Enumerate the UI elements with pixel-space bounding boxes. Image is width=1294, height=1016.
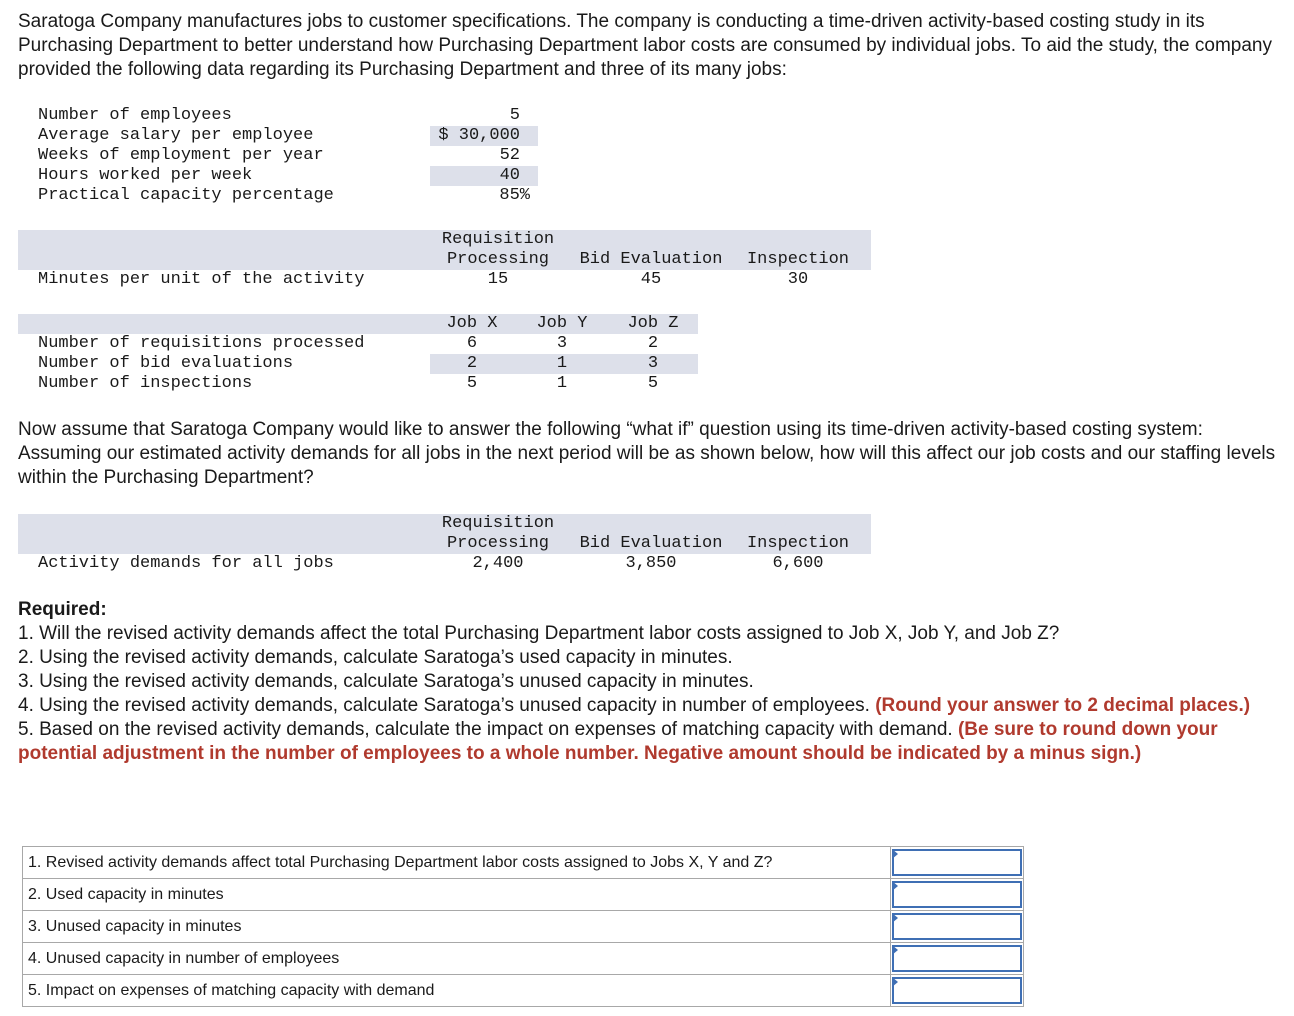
question-4-text: 4. Using the revised activity demands, calculate Saratoga’s unused capacity in number of employees. <box>18 695 870 716</box>
question-4-note: (Round your answer to 2 decimal places.) <box>875 695 1251 716</box>
dept-value-employees: 5 <box>509 106 520 125</box>
dept-label-capacity: Practical capacity percentage <box>38 186 334 205</box>
minutes-header-req-line2: Processing <box>446 250 550 269</box>
demand-header-req-line2: Processing <box>446 534 550 553</box>
answer-label: 4. Unused capacity in number of employees <box>23 943 891 975</box>
dept-value-capacity: 85% <box>499 186 530 205</box>
dept-value-salary: $ 30,000 <box>438 126 520 145</box>
minutes-value-bid: 45 <box>640 270 662 289</box>
jobs-cell: 5 <box>466 374 478 393</box>
jobs-cell: 5 <box>647 374 659 393</box>
jobs-cell: 2 <box>466 354 478 373</box>
demand-value-bid: 3,850 <box>625 554 677 573</box>
minutes-header-bid: Bid Evaluation <box>579 250 723 269</box>
demand-header-req-line1: Requisition <box>441 514 555 533</box>
question-1: 1. Will the revised activity demands affect the total Purchasing Department labor costs assigned to Job X, Job Y, and Job Z? <box>18 623 1060 644</box>
answer-row <box>23 975 1024 1007</box>
dept-label-hours: Hours worked per week <box>38 166 253 185</box>
jobs-header-x: Job X <box>446 314 498 333</box>
jobs-cell: 2 <box>647 334 659 353</box>
answer-row <box>23 911 1024 943</box>
answer-label: 3. Unused capacity in minutes <box>23 911 891 943</box>
answer-label: 1. Revised activity demands affect total Purchasing Department labor costs assigned to Jobs X, Y and Z? <box>23 847 891 879</box>
minutes-value-insp: 30 <box>787 270 809 289</box>
dept-label-salary: Average salary per employee <box>38 126 314 145</box>
question-5-text: 5. Based on the revised activity demands, calculate the impact on expenses of matching capacity with demand. <box>18 719 953 740</box>
answer-row <box>23 847 1024 879</box>
jobs-cell: 3 <box>647 354 659 373</box>
answer-row <box>23 879 1024 911</box>
question-5 <box>18 718 1280 766</box>
answer-row <box>23 943 1024 975</box>
question-5-note: (Be sure to round down your potential adjustment in the number of employees to a whole number. Negative amount should be indicated by a minus sign.) <box>18 719 1218 764</box>
minutes-row-label: Minutes per unit of the activity <box>38 270 365 289</box>
intro-paragraph: Saratoga Company manufactures jobs to customer specifications. The company is conducting a time-driven activity-based costing study in its Purchasing Department to better understand how Purchasing Department labor costs are consumed by individual jobs. To aid the study, the company provided the following data regarding its Purchasing Department and three of its many jobs: <box>18 11 1272 80</box>
demand-header-insp: Inspection <box>746 534 850 553</box>
jobs-row-label-bids: Number of bid evaluations <box>38 354 294 373</box>
required-section <box>18 598 1280 766</box>
answer-label: 2. Used capacity in minutes <box>23 879 891 911</box>
dept-label-employees: Number of employees <box>38 106 232 125</box>
dept-value-hours: 40 <box>499 166 520 185</box>
minutes-value-req: 15 <box>487 270 509 289</box>
dept-label-weeks: Weeks of employment per year <box>38 146 324 165</box>
answer-input-unused-minutes[interactable] <box>892 913 1022 940</box>
dept-value-weeks: 52 <box>499 146 520 165</box>
jobs-cell: 3 <box>556 334 568 353</box>
question-2: 2. Using the revised activity demands, calculate Saratoga’s used capacity in minutes. <box>18 647 733 668</box>
answer-table <box>22 846 1024 1007</box>
minutes-header-req-line1: Requisition <box>441 230 555 249</box>
answer-label: 5. Impact on expenses of matching capacity with demand <box>23 975 891 1007</box>
required-title: Required: <box>18 599 107 620</box>
demand-value-req: 2,400 <box>472 554 524 573</box>
jobs-row-label-inspections: Number of inspections <box>38 374 253 393</box>
demand-row-label: Activity demands for all jobs <box>38 554 334 573</box>
jobs-cell: 6 <box>466 334 478 353</box>
question-3: 3. Using the revised activity demands, calculate Saratoga’s unused capacity in minutes. <box>18 671 754 692</box>
demand-header-bid: Bid Evaluation <box>579 534 723 553</box>
answer-input-affects-costs[interactable] <box>892 849 1022 876</box>
jobs-cell: 1 <box>556 374 568 393</box>
jobs-cell: 1 <box>556 354 568 373</box>
answer-input-impact-expenses[interactable] <box>892 977 1022 1004</box>
question-4 <box>18 694 1280 718</box>
answer-input-used-capacity[interactable] <box>892 881 1022 908</box>
demand-value-insp: 6,600 <box>772 554 824 573</box>
jobs-header-y: Job Y <box>536 314 588 333</box>
jobs-row-label-requisitions: Number of requisitions processed <box>38 334 365 353</box>
jobs-header-z: Job Z <box>627 314 679 333</box>
minutes-header-insp: Inspection <box>746 250 850 269</box>
answer-input-unused-employees[interactable] <box>892 945 1022 972</box>
whatif-paragraph: Now assume that Saratoga Company would like to answer the following “what if” question using its time-driven activity-based costing system: Assuming our estimated activity demands for all jobs in the next period will be as shown below, how will this affect our job costs and our staffing levels within the Purchasing Department? <box>18 419 1276 488</box>
